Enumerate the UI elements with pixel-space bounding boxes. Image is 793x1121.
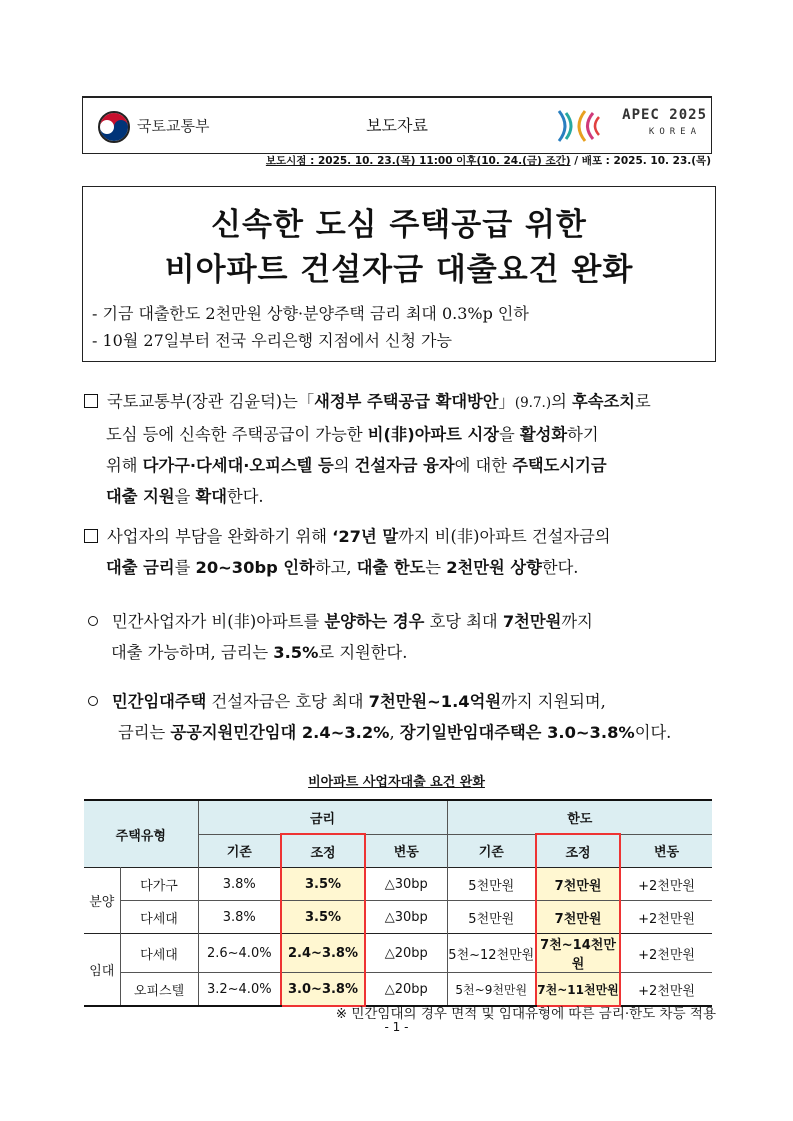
table-footnote: ※ 민간임대의 경우 면적 및 임대유형에 따른 금리·한도 차등 적용 xyxy=(335,1006,716,1022)
bold-text: 확대 xyxy=(195,487,227,506)
cell-limit-before: 5천~12천만원 xyxy=(447,934,536,973)
paragraph-line xyxy=(84,386,651,419)
text: 호당 최대 xyxy=(424,612,503,631)
bold-text: 분양하는 경우 xyxy=(324,612,425,631)
cell-rate-adjusted: 3.0~3.8% xyxy=(281,973,365,1007)
cell-type: 다세대 xyxy=(120,934,198,973)
subheading-1: - 기금 대출한도 2천만원 상향·분양주택 금리 최대 0.3%p 인하 xyxy=(92,304,529,323)
text: 도심 등에 신속한 주택공급이 가능한 xyxy=(106,425,368,444)
press-header xyxy=(82,96,712,154)
text: 에 대한 xyxy=(454,456,513,475)
text: 한다. xyxy=(541,558,579,577)
header-limit: 한도 xyxy=(447,800,712,834)
text: (9.7.) xyxy=(514,395,552,411)
loan-requirements-table xyxy=(84,799,712,1007)
bold-text: 대출 한도 xyxy=(356,558,426,577)
bold-text: 20~30bp 인하 xyxy=(195,558,315,577)
text: 국토교통부(장관 김윤덕)는「 xyxy=(107,392,315,411)
table-row xyxy=(84,901,712,934)
cell-limit-before: 5천~9천만원 xyxy=(447,973,536,1007)
press-release-label: 보도자료 xyxy=(366,116,428,135)
header-rate-adjusted: 조정 xyxy=(281,834,365,868)
text: 위해 xyxy=(106,456,143,475)
cell-type: 다가구 xyxy=(120,868,198,901)
text: 금리는 xyxy=(118,723,171,742)
bold-text: 2천만원 상향 xyxy=(446,558,542,577)
cell-limit-change: +2천만원 xyxy=(620,973,712,1007)
apec-subtitle: KOREA xyxy=(648,127,701,137)
bold-text: 대출 지원 xyxy=(106,487,175,506)
text: 까지 비(非)아파트 건설자금의 xyxy=(398,527,611,546)
paragraph-line xyxy=(88,637,593,668)
paragraph-3 xyxy=(88,606,593,668)
apec-title: APEC 2025 xyxy=(622,107,707,123)
cell-rate-adjusted: 3.5% xyxy=(281,901,365,934)
header-rate: 금리 xyxy=(198,800,447,834)
headline-line-2: 비아파트 건설자금 대출요건 완화 xyxy=(164,252,634,288)
release-embargo: 보도시점 : 2025. 10. 23.(목) 11:00 이후(10. 24.(금) 조간) xyxy=(265,155,571,167)
paragraph-line xyxy=(88,686,671,717)
cell-limit-change: +2천만원 xyxy=(620,868,712,901)
table-row xyxy=(84,973,712,1007)
table-row xyxy=(84,934,712,973)
header-limit-before: 기존 xyxy=(447,834,536,868)
text: 하기 xyxy=(567,425,599,444)
cell-rate-change: △30bp xyxy=(365,901,447,934)
paragraph-line xyxy=(84,419,651,450)
cell-rate-adjusted: 2.4~3.8% xyxy=(281,934,365,973)
bold-text: 민간임대주택 xyxy=(112,692,207,711)
cell-rate-change: △20bp xyxy=(365,973,447,1007)
bold-text: 대출 금리 xyxy=(106,558,175,577)
square-bullet-icon xyxy=(84,529,98,543)
paragraph-1 xyxy=(84,386,651,512)
release-separator: / xyxy=(570,155,582,167)
text: 이다. xyxy=(634,723,672,742)
header-rate-before: 기존 xyxy=(198,834,281,868)
cell-limit-change: +2천만원 xyxy=(620,934,712,973)
cell-limit-adjusted: 7천~11천만원 xyxy=(536,973,620,1007)
header-housing-type: 주택유형 xyxy=(84,800,198,868)
bold-text: 새정부 주택공급 확대방안 xyxy=(314,392,499,411)
cell-rate-change: △30bp xyxy=(365,868,447,901)
headline-box xyxy=(82,186,716,362)
text: 민간사업자가 비(非)아파트를 xyxy=(112,612,325,631)
bold-text: 3.5% xyxy=(273,643,319,662)
paragraph-line xyxy=(88,606,593,637)
cell-limit-adjusted: 7천만원 xyxy=(536,901,620,934)
cell-type: 다세대 xyxy=(120,901,198,934)
text: , xyxy=(389,723,400,742)
header-limit-adjusted: 조정 xyxy=(536,834,620,868)
paragraph-line xyxy=(88,717,671,748)
circle-bullet-icon xyxy=(88,616,98,626)
bold-text: 7천만원~1.4억원 xyxy=(368,692,502,711)
paragraph-4 xyxy=(88,686,671,748)
cell-limit-before: 5천만원 xyxy=(447,868,536,901)
text: 까지 xyxy=(561,612,593,631)
text: 는 xyxy=(425,558,447,577)
paragraph-line xyxy=(84,552,610,583)
circle-bullet-icon xyxy=(88,696,98,706)
header-rate-change: 변동 xyxy=(365,834,447,868)
text: 까지 지원되며, xyxy=(501,692,606,711)
cell-rate-before: 3.8% xyxy=(198,901,281,934)
paragraph-line xyxy=(84,521,610,552)
text: 의 xyxy=(551,392,573,411)
text: 로 xyxy=(634,392,651,411)
group-label-rent: 임대 xyxy=(84,934,120,1007)
ministry-name: 국토교통부 xyxy=(137,117,210,135)
cell-limit-before: 5천만원 xyxy=(447,901,536,934)
cell-rate-adjusted: 3.5% xyxy=(281,868,365,901)
text: 로 지원한다. xyxy=(318,643,408,662)
release-info xyxy=(266,153,711,168)
bold-text: 장기일반임대주택은 3.0~3.8% xyxy=(399,723,635,742)
cell-limit-change: +2천만원 xyxy=(620,901,712,934)
page-number: - 1 - xyxy=(384,1020,409,1034)
paragraph-line xyxy=(84,481,651,512)
bold-text: 비(非)아파트 시장 xyxy=(367,425,499,444)
bold-text: 7천만원 xyxy=(502,612,562,631)
text: 를 xyxy=(174,558,196,577)
header-limit-change: 변동 xyxy=(620,834,712,868)
bold-text: 주택도시기금 xyxy=(512,456,607,475)
headline-line-1: 신속한 도심 주택공급 위한 xyxy=(211,207,587,243)
square-bullet-icon xyxy=(84,394,98,408)
cell-type: 오피스텔 xyxy=(120,973,198,1007)
bold-text: 후속조치 xyxy=(572,392,635,411)
subheading-2: - 10월 27일부터 전국 우리은행 지점에서 신청 가능 xyxy=(92,331,452,350)
paragraph-2 xyxy=(84,521,610,583)
cell-limit-adjusted: 7천~14천만원 xyxy=(536,934,620,973)
text: 건설자금은 호당 최대 xyxy=(206,692,369,711)
table-row xyxy=(84,868,712,901)
group-label-sale: 분양 xyxy=(84,868,120,934)
text: 한다. xyxy=(226,487,264,506)
cell-rate-change: △20bp xyxy=(365,934,447,973)
table-caption: 비아파트 사업자대출 요건 완화 xyxy=(308,775,485,790)
text: 대출 가능하며, 금리는 xyxy=(111,643,274,662)
text: 을 xyxy=(499,425,520,444)
cell-rate-before: 3.2~4.0% xyxy=(198,973,281,1007)
cell-limit-adjusted: 7천만원 xyxy=(536,868,620,901)
bold-text: 다가구·다세대·오피스텔 등 xyxy=(142,456,334,475)
text: 사업자의 부담을 완화하기 위해 xyxy=(107,527,333,546)
text: 의 xyxy=(333,456,355,475)
paragraph-line xyxy=(84,450,651,481)
cell-rate-before: 3.8% xyxy=(198,868,281,901)
release-distribution: 배포 : 2025. 10. 23.(목) xyxy=(581,155,711,167)
bold-text: 활성화 xyxy=(519,425,568,444)
text: 을 xyxy=(174,487,196,506)
bold-text: 공공지원민간임대 2.4~3.2% xyxy=(170,723,390,742)
text: 하고, xyxy=(314,558,357,577)
bold-text: 건설자금 융자 xyxy=(354,456,455,475)
text: 」 xyxy=(498,392,515,411)
cell-rate-before: 2.6~4.0% xyxy=(198,934,281,973)
bold-text: ‘27년 말 xyxy=(332,527,399,546)
